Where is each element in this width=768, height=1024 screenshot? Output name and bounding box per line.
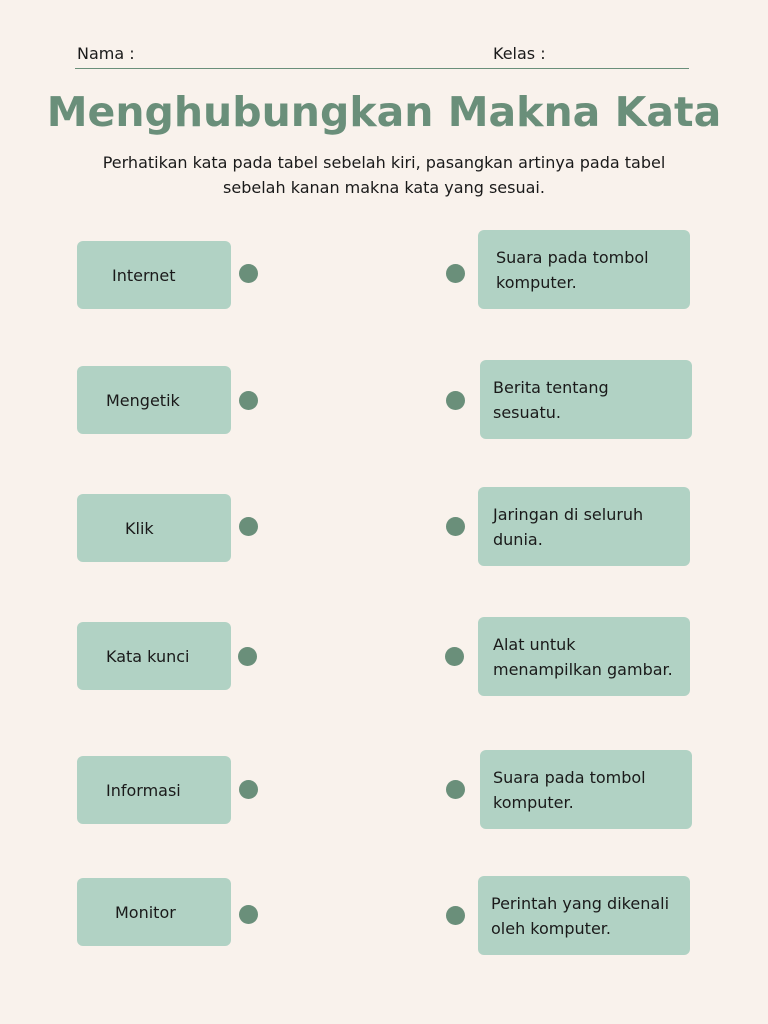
right-meaning-box-4[interactable]	[478, 617, 690, 696]
left-word-label: Informasi	[106, 780, 181, 800]
right-meaning-box-1[interactable]	[478, 230, 690, 309]
right-connector-dot-1[interactable]	[446, 264, 465, 283]
left-connector-dot-4[interactable]	[238, 647, 257, 666]
left-connector-dot-3[interactable]	[239, 517, 258, 536]
class-label: Kelas :	[493, 44, 546, 63]
left-word-box-3[interactable]	[77, 494, 231, 562]
name-label: Nama :	[77, 44, 135, 63]
right-meaning-label: Suara pada tombol komputer.	[496, 247, 649, 292]
left-word-box-2[interactable]	[77, 366, 231, 434]
left-connector-dot-5[interactable]	[239, 780, 258, 799]
right-meaning-box-2[interactable]	[480, 360, 692, 439]
left-connector-dot-1[interactable]	[239, 264, 258, 283]
header-underline	[75, 68, 689, 69]
right-connector-dot-6[interactable]	[446, 906, 465, 925]
right-meaning-box-5[interactable]	[480, 750, 692, 829]
left-word-box-1[interactable]	[77, 241, 231, 309]
right-meaning-label: Alat untuk menampilkan gambar.	[493, 634, 673, 679]
left-word-box-4[interactable]	[77, 622, 231, 690]
left-word-label: Internet	[112, 265, 176, 285]
left-word-label: Klik	[125, 518, 154, 538]
right-connector-dot-2[interactable]	[446, 391, 465, 410]
instruction-text: Perhatikan kata pada tabel sebelah kiri, pasangkan artinya pada tabel sebelah kanan makna kata yang sesuai.	[102, 153, 666, 197]
left-word-box-6[interactable]	[77, 878, 231, 946]
right-connector-dot-5[interactable]	[446, 780, 465, 799]
right-meaning-box-6[interactable]	[478, 876, 690, 955]
left-word-label: Kata kunci	[106, 646, 190, 666]
left-word-label: Monitor	[115, 902, 176, 922]
right-meaning-label: Suara pada tombol komputer.	[493, 767, 646, 812]
right-connector-dot-4[interactable]	[445, 647, 464, 666]
left-connector-dot-2[interactable]	[239, 391, 258, 410]
left-word-box-5[interactable]	[77, 756, 231, 824]
left-word-label: Mengetik	[106, 390, 180, 410]
right-connector-dot-3[interactable]	[446, 517, 465, 536]
right-meaning-label: Berita tentang sesuatu.	[493, 377, 609, 422]
right-meaning-box-3[interactable]	[478, 487, 690, 566]
page-title: Menghubungkan Makna Kata	[46, 88, 722, 136]
right-meaning-label: Perintah yang dikenali oleh komputer.	[491, 893, 670, 938]
right-meaning-label: Jaringan di seluruh dunia.	[493, 504, 644, 549]
left-connector-dot-6[interactable]	[239, 905, 258, 924]
